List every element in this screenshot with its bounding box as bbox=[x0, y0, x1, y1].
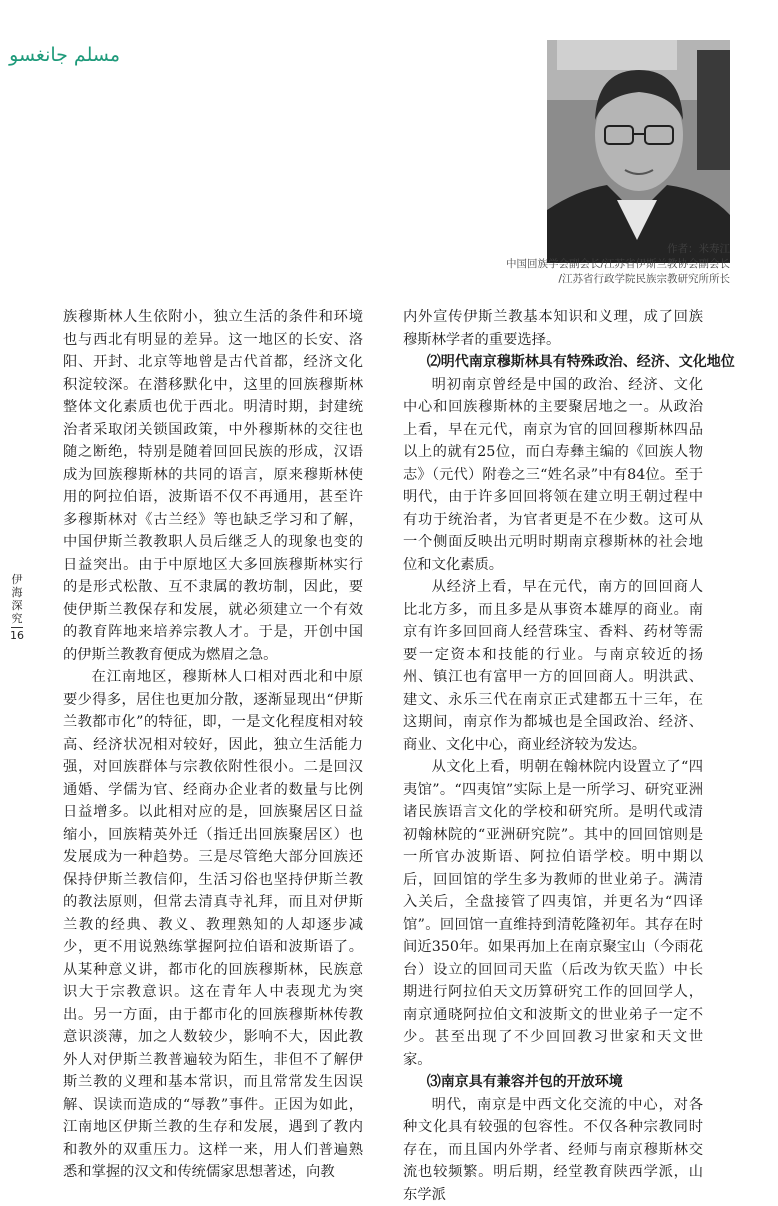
body-paragraph: 内外宣传伊斯兰教基本知识和义理，成了回族穆斯林学者的重要选择。 bbox=[403, 306, 703, 351]
body-paragraph: 明初南京曾经是中国的政治、经济、文化中心和回族穆斯林的主要聚居地之一。从政治上看，早在元代，南京为官的回回穆斯林四品以上的就有25位，而白寿彝主编的《回族人物志》（元代）附卷之三“姓名录”中有84位。至于明代，由于许多回回将领在建立明王朝过程中有功于统治者，为官者更是不在少数。这可从一个侧面反映出元明时期南京穆斯林的社会地位和文化素质。 bbox=[403, 374, 703, 577]
sidebar-char: 深 bbox=[10, 599, 24, 612]
section-heading: ⑶南京具有兼容并包的开放环境 bbox=[403, 1071, 703, 1094]
body-paragraph: 在江南地区，穆斯林人口相对西北和中原要少得多，居住也更加分散，逐渐显现出“伊斯兰教都市化”的特征，即，一是文化程度相对较高、经济状况相对较好，因此，独立生活能力强，对回族群体与宗教依附性很小。二是回汉通婚、学儒为官、经商办企业者的数量与比例日益增多。以此相对应的是，回族聚居区日益缩小，回族精英外迁（指迁出回族聚居区）也发展成为一种趋势。三是尽管绝大部分回族还保持伊斯兰教信仰，生活习俗也坚持伊斯兰教的教法原则，但常去清真寺礼拜，而且对伊斯兰教的经典、教义、教理熟知的人却逐步减少，更不用说熟练掌握阿拉伯语和波斯语了。从某种意义讲，都市化的回族穆斯林，民族意识大于宗教意识。这在青年人中表现尤为突出。另一方面，由于都市化的回族穆斯林传教意识淡薄，加之人数较少，影响不大，因此教外人对伊斯兰教普遍较为陌生，非但不了解伊斯兰教的义理和基本常识，而且常常发生因误解、误读而造成的“辱教”事件。正因为如此，江南地区伊斯兰教的生存和发展，遇到了教内和教外的双重压力。这样一来，用人们普遍熟悉和掌握的汉文和传统儒家思想著述，向教 bbox=[63, 666, 363, 1184]
logo-text: مسلم جانغسو bbox=[8, 42, 120, 68]
sidebar-char: 究 bbox=[10, 612, 24, 625]
body-paragraph: 明代，南京是中西文化交流的中心，对各种文化具有较强的包容性。不仅各种宗教同时存在，而且国内外学者、经师与南京穆斯林交流也较频繁。明后期，经堂教育陕西学派，山东学派 bbox=[403, 1094, 703, 1206]
author-caption bbox=[470, 242, 730, 287]
right-column bbox=[403, 306, 703, 1206]
body-paragraph: 族穆斯林人生依附小，独立生活的条件和环境也与西北有明显的差异。这一地区的长安、洛阳、开封、北京等地曾是古代首都，经济文化积淀较深。在潜移默化中，这里的回族穆斯林整体文化素质也优于西北。明清时期，封建统治者采取闭关锁国政策，中外穆斯林的交往也随之断绝，特别是随着回回民族的形成，汉语成为回族穆斯林的共同的语言，原来穆斯林使用的阿拉伯语，波斯语不仅不再通用，甚至许多穆斯林对《古兰经》等也缺乏学习和了解，中国伊斯兰教教职人员后继乏人的现象也变的日益突出。由于中原地区大多回族穆斯林实行的是形式松散、互不隶属的教坊制，因此，要使伊斯兰教保存和发展，就必须建立一个有效的教育阵地来培养宗教人才。于是，开创中国的伊斯兰教教育便成为燃眉之急。 bbox=[63, 306, 363, 666]
sidebar-char: 海 bbox=[10, 586, 24, 599]
left-column bbox=[63, 306, 363, 1184]
author-photo bbox=[547, 40, 730, 263]
section-heading: ⑵明代南京穆斯林具有特殊政治、经济、文化地位 bbox=[403, 351, 703, 374]
body-paragraph: 从文化上看，明朝在翰林院内设置立了“四夷馆”。“四夷馆”实际上是一所学习、研究亚洲诸民族语言文化的学校和研究所。是明代或清初翰林院的“亚洲研究院”。其中的回回馆则是一所官办波斯语、阿拉伯语学校。明中期以后，回回馆的学生多为教师的世业弟子。满清入关后，全盘接管了四夷馆，并更名为“四译馆”。回回馆一直维持到清乾隆初年。其存在时间近350年。如果再加上在南京聚宝山（今雨花台）设立的回回司天监（后改为钦天监）中长期进行阿拉伯天文历算研究工作的回回学人，南京通晓阿拉伯文和波斯文的世业弟子一定不少。甚至出现了不少回回教习世家和天文世家。 bbox=[403, 756, 703, 1071]
caption-author: 作者：米寿江 bbox=[470, 242, 730, 257]
page-number: 16 bbox=[10, 629, 24, 642]
caption-title-2: /江苏省行政学院民族宗教研究所所长 bbox=[470, 272, 730, 287]
sidebar-char: 伊 bbox=[10, 573, 24, 586]
sidebar-divider bbox=[11, 627, 23, 628]
caption-title-1: 中国回族学会副会长/江苏省伊斯兰教协会副会长 bbox=[470, 257, 730, 272]
body-paragraph: 从经济上看，早在元代，南方的回回商人比北方多，而且多是从事资本雄厚的商业。南京有许多回回商人经营珠宝、香料、药材等需要一定资本和技能的行业。与南京较近的扬州、镇江也有富甲一方的回回商人。明洪武、建文、永乐三代在南京正式建都五十三年，在这期间，南京作为都城也是全国政治、经济、商业、文化中心，商业经济较为发达。 bbox=[403, 576, 703, 756]
page-sidebar bbox=[10, 573, 24, 642]
